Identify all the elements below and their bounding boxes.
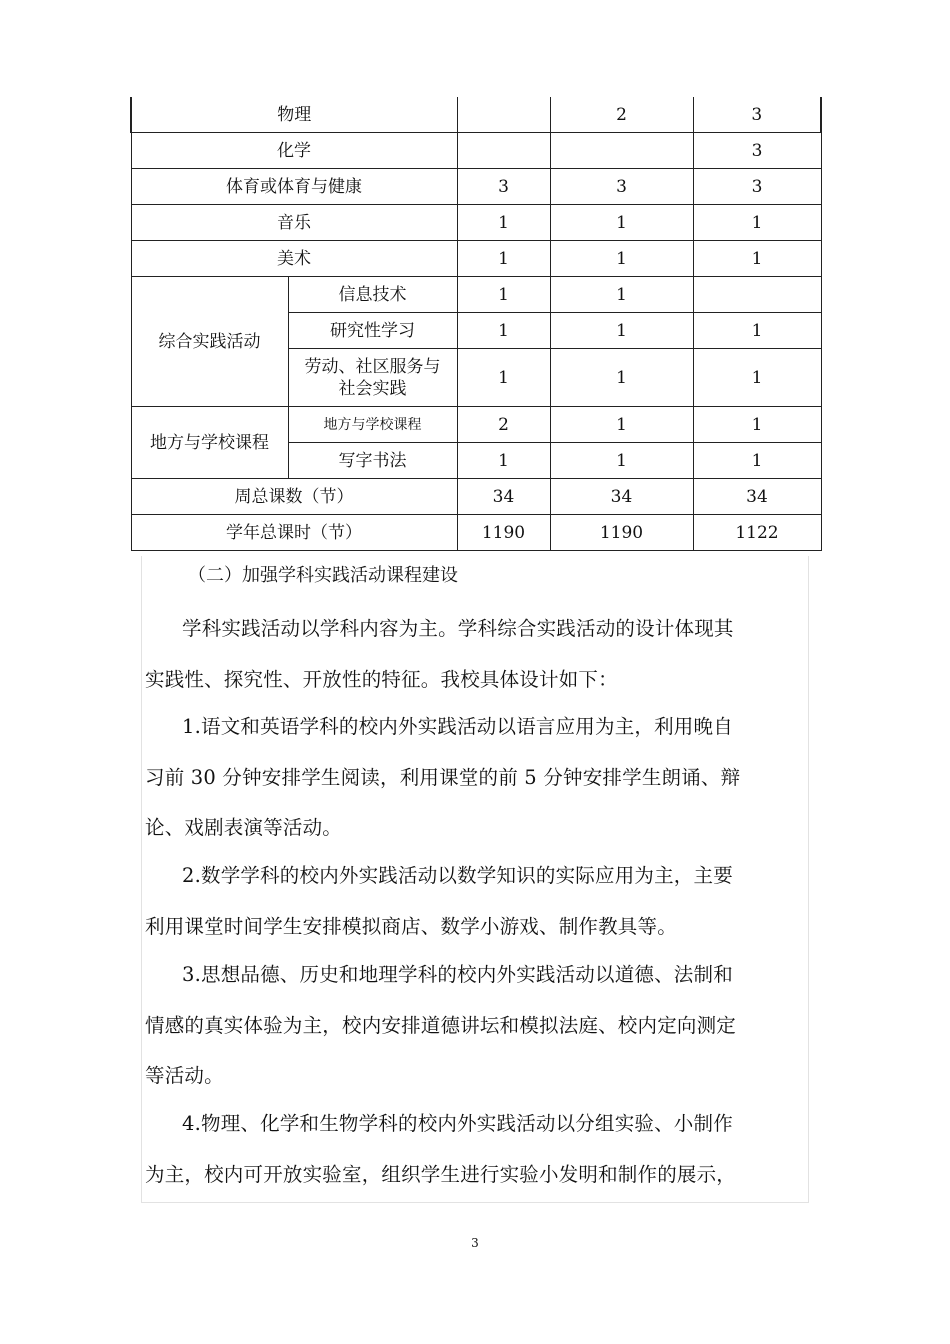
paragraph (145, 702, 809, 854)
paragraph (145, 604, 809, 705)
group-label-cell: 综合实践活动 (131, 277, 288, 407)
paragraph-line: 2.数学学科的校内外实践活动以数学知识的实际应用为主，主要 (182, 864, 733, 887)
grade2-cell: 1 (550, 313, 693, 349)
grade3-cell: 1 (693, 349, 821, 407)
grade2-cell: 34 (550, 479, 693, 515)
grade3-cell: 1 (693, 205, 821, 241)
table-row (131, 133, 821, 169)
subject-cell: 美术 (131, 241, 457, 277)
item-label-cell: 地方与学校课程 (288, 407, 457, 443)
grade3-cell: 3 (693, 169, 821, 205)
paragraph-line: 情感的真实体验为主，校内安排道德讲坛和模拟法庭、校内定向测定 (145, 1013, 737, 1037)
paragraph-line: 论、戏剧表演等活动。 (145, 816, 343, 839)
subject-cell: 音乐 (131, 205, 457, 241)
grade2-cell: 1 (550, 443, 693, 479)
grade2-cell: 1 (550, 277, 693, 313)
item-label-cell (288, 349, 457, 407)
table-row (131, 515, 821, 551)
grade1-cell: 2 (457, 407, 550, 443)
grade1-cell: 1190 (457, 515, 550, 551)
grade2-cell: 2 (550, 97, 693, 133)
table-row (131, 97, 821, 133)
grade1-cell: 1 (457, 205, 550, 241)
item-label-cell: 写字书法 (288, 443, 457, 479)
paragraph-line: 利用课堂时间学生安排模拟商店、数学小游戏、制作教具等。 (145, 914, 677, 938)
table-row (131, 277, 821, 313)
group-label-cell: 地方与学校课程 (131, 407, 288, 479)
grade3-cell: 3 (693, 97, 821, 133)
grade3-cell: 1 (693, 313, 821, 349)
total-label-cell: 周总课数（节） (131, 479, 457, 515)
subject-cell: 化学 (131, 133, 457, 169)
page-number: 3 (471, 1236, 479, 1250)
grade3-cell: 1 (693, 407, 821, 443)
grade1-cell: 34 (457, 479, 550, 515)
grade2-cell (550, 133, 693, 169)
grade2-cell: 3 (550, 169, 693, 205)
curriculum-hours-table (130, 97, 822, 551)
paragraph (145, 950, 809, 1102)
paragraph-line: 4.物理、化学和生物学科的校内外实践活动以分组实验、小制作 (182, 1112, 733, 1135)
grade1-cell: 3 (457, 169, 550, 205)
table-row (131, 241, 821, 277)
grade3-cell (693, 277, 821, 313)
grade1-cell (457, 133, 550, 169)
grade2-cell: 1 (550, 407, 693, 443)
grade1-cell: 1 (457, 349, 550, 407)
paragraph-line: 等活动。 (145, 1064, 224, 1087)
grade3-cell: 34 (693, 479, 821, 515)
paragraph-line: 为主，校内可开放实验室，组织学生进行实验小发明和制作的展示， (145, 1162, 737, 1186)
paragraph-line: 习前 30 分钟安排学生阅读，利用课堂的前 5 分钟安排学生朗诵、辩 (145, 765, 741, 789)
item-label-line: 劳动、社区服务与 (304, 356, 441, 377)
grade1-cell: 1 (457, 241, 550, 277)
grade1-cell: 1 (457, 443, 550, 479)
paragraph-line: 1.语文和英语学科的校内外实践活动以语言应用为主，利用晚自 (182, 715, 733, 738)
paragraph-line: 学科实践活动以学科内容为主。学科综合实践活动的设计体现其 (182, 617, 734, 640)
total-label-cell: 学年总课时（节） (131, 515, 457, 551)
item-label-cell: 研究性学习 (288, 313, 457, 349)
grade1-cell: 1 (457, 313, 550, 349)
grade2-cell: 1 (550, 205, 693, 241)
section-heading: （二）加强学科实践活动课程建设 (188, 565, 458, 586)
table-row (131, 407, 821, 443)
table-row (131, 169, 821, 205)
grade3-cell: 1 (693, 443, 821, 479)
subject-cell: 物理 (131, 97, 457, 133)
item-label-line: 社会实践 (338, 378, 407, 399)
subject-cell: 体育或体育与健康 (131, 169, 457, 205)
table-row (131, 205, 821, 241)
grade3-cell: 3 (693, 133, 821, 169)
grade2-cell: 1190 (550, 515, 693, 551)
paragraph (145, 851, 809, 952)
paragraph-line: 实践性、探究性、开放性的特征。我校具体设计如下： (145, 667, 618, 691)
grade1-cell: 1 (457, 277, 550, 313)
grade2-cell: 1 (550, 349, 693, 407)
table-row (131, 479, 821, 515)
grade3-cell: 1 (693, 241, 821, 277)
item-label-cell: 信息技术 (288, 277, 457, 313)
paragraph-line: 3.思想品德、历史和地理学科的校内外实践活动以道德、法制和 (182, 963, 733, 986)
grade2-cell: 1 (550, 241, 693, 277)
paragraph (145, 1099, 809, 1200)
grade3-cell: 1122 (693, 515, 821, 551)
grade1-cell (457, 97, 550, 133)
